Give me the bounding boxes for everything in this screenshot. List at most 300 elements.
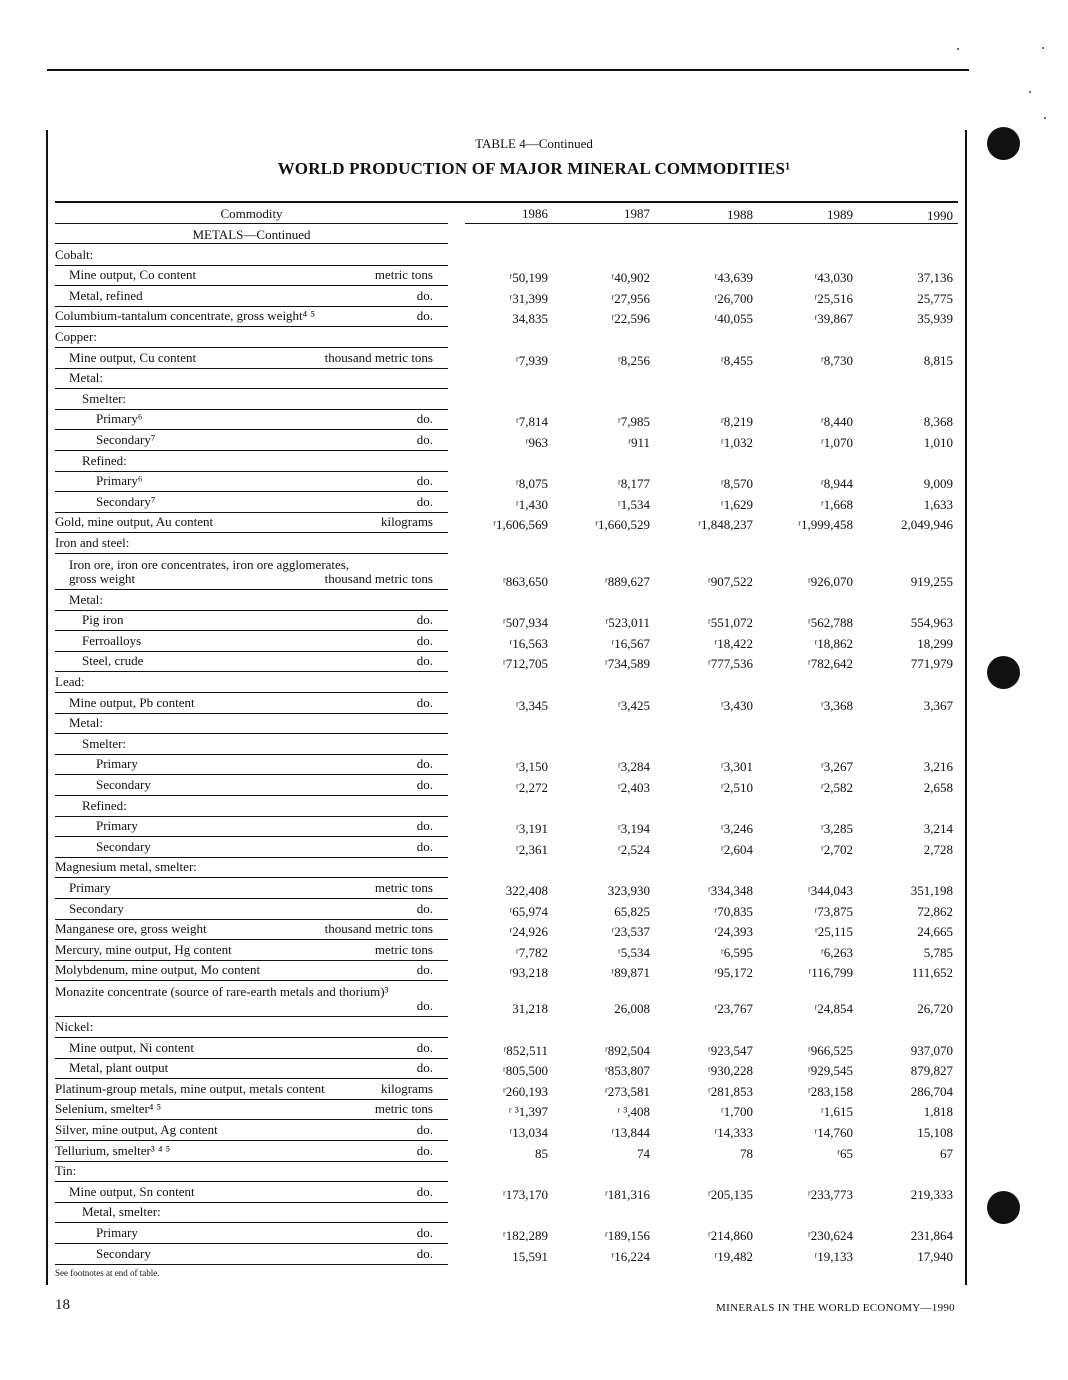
value-1987: ʳ3,425 [617,697,650,713]
row-label-continued: gross weight [69,571,136,586]
row-unit: do. [416,776,433,792]
value-1987: ʳ853,807 [604,1063,650,1079]
row-label: Secondary [96,838,151,854]
table-row [55,1059,958,1080]
value-1987: 323,930 [607,882,650,898]
value-1987: ʳ16,567 [611,635,650,651]
value-1988: ʳ1,848,237 [698,517,753,533]
table-row [55,369,958,390]
value-1989: ʳ73,875 [814,903,853,919]
value-1986: 85 [535,1145,548,1161]
value-1986: ʳ7,782 [515,944,548,960]
table-row [55,920,958,941]
binder-hole-bottom [987,1191,1020,1224]
value-1990: 67 [940,1145,953,1161]
value-1987: ʳ2,524 [617,841,650,857]
value-1987: ʳ3,194 [617,821,650,837]
row-label: Secondary [96,1245,151,1261]
value-1988: ʳ214,860 [707,1227,753,1243]
value-1990: 3,214 [923,821,953,837]
value-1988: ʳ930,228 [707,1063,753,1079]
row-label: Secondary⁷ [96,431,156,447]
col-header-1990: 1990 [927,208,953,223]
value-1987: ʳ40,902 [611,270,650,286]
row-label: Refined: [82,452,127,468]
row-label: Primary [96,818,138,834]
table-row [55,878,958,899]
value-1986: ʳ93,218 [509,965,548,981]
row-unit: do. [416,1183,433,1199]
value-1989: ʳ1,615 [820,1104,853,1120]
row-label: Metal: [69,591,103,607]
table-row [55,755,958,776]
row-unit: thousand metric tons [324,571,433,586]
value-1986: ʳ7,939 [515,352,548,368]
value-1988: ʳ2,604 [720,841,753,857]
row-unit: do. [416,756,433,772]
table-row [55,348,958,369]
table-row [55,533,958,554]
row-unit: do. [416,962,433,978]
row-unit: metric tons [374,941,433,957]
page-number: 18 [55,1297,70,1313]
table-top-rule [55,201,958,203]
scan-speck [1042,47,1044,49]
row-label: Lead: [55,673,85,689]
row-label: Cobalt: [55,246,94,262]
table-row [55,775,958,796]
row-label: Secondary⁷ [96,493,156,509]
value-1987: ʳ911 [628,434,650,450]
row-label: Tellurium, smelter³ ⁴ ⁵ [55,1142,171,1158]
row-unit: thousand metric tons [324,921,433,937]
row-label: Iron and steel: [55,534,130,550]
table-row [55,631,958,652]
value-1988: ʳ334,348 [707,882,753,898]
col-header-1987: 1987 [624,206,650,221]
row-unit: do. [416,493,433,509]
value-1988: ʳ8,570 [720,476,753,492]
value-1986: ʳ2,361 [515,841,548,857]
value-1986: ʳ3,150 [515,759,548,775]
value-1987: ʳ734,589 [604,656,650,672]
value-1988: ʳ6,595 [720,944,753,960]
value-1990: 3,216 [923,759,953,775]
value-1988: ʳ777,536 [707,656,753,672]
value-1988: ʳ26,700 [714,290,753,306]
value-1986: ʳ3,345 [515,697,548,713]
table-row [55,1100,958,1121]
col-header-1988: 1988 [727,207,753,222]
row-label: Copper: [55,328,97,344]
value-1989: ʳ2,702 [820,841,853,857]
value-1989: ʳ25,115 [814,924,853,940]
col-header-commodity: Commodity [220,206,283,221]
table-row [55,286,958,307]
value-1990: 35,939 [917,311,953,327]
table-row [55,734,958,755]
row-label: Secondary [69,900,124,916]
value-1987: ʳ3,284 [617,759,650,775]
top-page-rule [47,69,969,71]
value-1988: ʳ2,510 [720,779,753,795]
row-label: Nickel: [55,1018,94,1034]
value-1988: ʳ1,629 [720,496,753,512]
value-1986: ʳ963 [525,434,548,450]
value-1987: ʳ189,156 [604,1227,650,1243]
table-row [55,1203,958,1224]
row-unit: do. [416,900,433,916]
footnote: See footnotes at end of table. [55,1268,160,1278]
table-row [55,961,958,982]
value-1988: ʳ23,767 [714,1001,753,1017]
row-label: Manganese ore, gross weight [55,921,207,937]
value-1990: 1,010 [923,434,953,450]
value-1990: 18,299 [917,635,953,651]
value-1986: 31,218 [512,1001,548,1017]
value-1986: ʳ8,075 [515,476,548,492]
value-1990: 1,818 [923,1104,953,1120]
value-1988: ʳ3,301 [720,759,753,775]
value-1990: 26,720 [917,1001,953,1017]
value-1988: ʳ1,032 [720,434,753,450]
value-1988: ʳ18,422 [714,635,753,651]
scan-speck [957,48,959,50]
value-1987: ʳ5,534 [617,944,650,960]
value-1989: ʳ562,788 [807,615,853,631]
row-label: Molybdenum, mine output, Mo content [55,962,261,978]
value-1990: 5,785 [923,944,953,960]
table-row [55,590,958,611]
value-1988: ʳ24,393 [714,924,753,940]
header-rule-commodity [55,223,448,224]
table-row [55,693,958,714]
row-unit: thousand metric tons [324,349,433,365]
value-1989: ʳ1,668 [820,496,853,512]
table-row [55,899,958,920]
value-1989: ʳ3,267 [820,759,853,775]
row-label: Smelter: [82,390,127,406]
row-label: Mine output, Co content [69,267,197,283]
row-unit: do. [416,411,433,427]
row-label: Magnesium metal, smelter: [55,859,197,875]
value-1990: 286,704 [910,1083,953,1099]
value-1989: ʳ19,133 [814,1248,853,1264]
row-unit: do. [416,1142,433,1158]
value-1986: ʳ7,814 [515,414,548,430]
value-1988: ʳ923,547 [707,1042,753,1058]
table-row [55,307,958,328]
table-row [55,652,958,673]
table-row [55,410,958,431]
value-1990: 2,658 [923,779,953,795]
row-unit: do. [416,838,433,854]
value-1986: 322,408 [505,882,548,898]
row-label: Iron ore, iron ore concentrates, iron ore agglomerates, [69,557,350,572]
value-1988: ʳ95,172 [714,965,753,981]
value-1990: 1,633 [923,496,953,512]
value-1988: ʳ551,072 [707,615,753,631]
value-1986: ʳ24,926 [509,924,548,940]
row-label: Platinum-group metals, mine output, metals content [55,1080,325,1096]
value-1986: 15,591 [512,1248,548,1264]
header-rule-years [465,223,958,224]
running-title: MINERALS IN THE WORLD ECONOMY—1990 [716,1302,955,1314]
value-1988: ʳ19,482 [714,1248,753,1264]
value-1989: ʳ8,440 [820,414,853,430]
row-unit: kilograms [381,514,433,530]
value-1988: ʳ1,700 [720,1104,753,1120]
value-1989: ʳ25,516 [814,290,853,306]
table-row [55,327,958,348]
value-1986: ʳ31,399 [509,290,548,306]
row-unit: do. [416,473,433,489]
value-1987: ʳ89,871 [611,965,650,981]
row-label: Refined: [82,797,127,813]
value-1988: 78 [740,1145,753,1161]
value-1989: ʳ3,368 [820,697,853,713]
value-1989: ʳ65 [837,1145,853,1161]
value-1987: ʳ1,534 [617,496,650,512]
row-label: Gold, mine output, Au content [55,514,214,530]
value-1989: ʳ39,867 [814,311,853,327]
row-unit: do. [416,818,433,834]
table-row [55,389,958,410]
scan-speck [1044,117,1046,119]
value-1990: 111,652 [911,965,953,981]
row-label: Pig iron [82,612,124,628]
value-1990: 351,198 [910,882,953,898]
row-label: Primary [96,756,138,772]
row-label: Metal: [69,370,103,386]
table-row [55,451,958,472]
value-1986: 34,835 [512,311,548,327]
value-1986: ʳ50,199 [509,270,548,286]
row-unit: do. [416,1121,433,1137]
row-label: Primary [69,879,111,895]
value-1988: ʳ3,246 [720,821,753,837]
value-1990: 25,775 [917,290,953,306]
value-1987: ʳ273,581 [604,1083,650,1099]
value-1987: ʳ889,627 [604,574,650,589]
value-1987: 26,008 [614,1001,650,1017]
row-unit: do. [416,1224,433,1240]
value-1989: ʳ8,730 [820,352,853,368]
row-label: Metal: [69,715,103,731]
value-1987: ʳ23,537 [611,924,650,940]
table-row [55,858,958,879]
scan-speck [1029,91,1031,93]
row-label: Smelter: [82,735,127,751]
row-unit: do. [416,431,433,447]
table-row [55,430,958,451]
section-heading-rule [55,243,448,244]
right-margin-rule [965,130,967,1285]
value-1990: 37,136 [917,270,953,286]
table-row [55,245,958,266]
value-1990: 8,815 [923,352,953,368]
value-1989: ʳ24,854 [814,1001,853,1017]
row-rule [55,1264,448,1265]
value-1988: ʳ3,430 [720,697,753,713]
value-1989: ʳ926,070 [807,574,853,589]
row-unit: metric tons [374,879,433,895]
value-1989: ʳ6,263 [820,944,853,960]
row-label: Mercury, mine output, Hg content [55,941,232,957]
value-1986: ʳ182,289 [502,1227,548,1243]
table-row [55,472,958,493]
value-1987: ʳ16,224 [611,1248,650,1264]
value-1987: ʳ181,316 [604,1186,650,1202]
table-row [55,492,958,513]
table-row [55,981,958,1017]
table-row [55,940,958,961]
value-1989: ʳ2,582 [820,779,853,795]
value-1986: ʳ260,193 [502,1083,548,1099]
col-header-1986: 1986 [522,206,548,221]
table-row [55,1182,958,1203]
row-label: Primary [96,1224,138,1240]
table-row [55,1141,958,1162]
row-unit: do. [416,308,433,324]
row-unit: do. [416,632,433,648]
row-label: Mine output, Ni content [69,1039,194,1055]
value-1989: ʳ43,030 [814,270,853,286]
table-row [55,513,958,534]
row-unit: do. [416,612,433,628]
value-1987: ʳ ³,408 [617,1104,650,1120]
value-1988: ʳ907,522 [707,574,753,589]
value-1990: 3,367 [923,697,953,713]
value-1986: ʳ1,430 [515,496,548,512]
value-1987: ʳ13,844 [611,1124,650,1140]
row-label: Mine output, Cu content [69,349,197,365]
value-1986: ʳ16,563 [509,635,548,651]
row-label: Metal, refined [69,287,143,303]
value-1990: 937,070 [910,1042,953,1058]
value-1990: 771,979 [910,656,953,672]
row-unit: do. [416,653,433,669]
col-header-1989: 1989 [827,207,853,222]
value-1989: ʳ929,545 [807,1063,853,1079]
value-1988: ʳ14,333 [714,1124,753,1140]
value-1990: 8,368 [923,414,953,430]
row-unit: do. [416,694,433,710]
table-row [55,1079,958,1100]
value-1988: ʳ70,835 [714,903,753,919]
table-row [55,554,958,590]
value-1987: 74 [637,1145,650,1161]
value-1987: ʳ8,177 [617,476,650,492]
value-1990: 15,108 [917,1124,953,1140]
value-1990: 9,009 [923,476,953,492]
table-row [55,1120,958,1141]
table-row [55,672,958,693]
value-1986: ʳ852,511 [503,1042,548,1058]
value-1988: ʳ205,135 [707,1186,753,1202]
row-unit: do. [416,1039,433,1055]
value-1989: ʳ966,525 [807,1042,853,1058]
value-1990: 2,728 [923,841,953,857]
value-1989: ʳ14,760 [814,1124,853,1140]
row-label: Mine output, Sn content [69,1183,195,1199]
table-row [55,1017,958,1038]
value-1990: 231,864 [910,1227,953,1243]
row-label: Primary⁶ [96,411,143,427]
value-1986: ʳ712,705 [502,656,548,672]
row-label: Steel, crude [82,653,144,669]
value-1986: ʳ3,191 [515,821,548,837]
value-1987: ʳ8,256 [617,352,650,368]
value-1989: ʳ3,285 [820,821,853,837]
table-row [55,1244,958,1265]
value-1989: ʳ283,158 [807,1083,853,1099]
value-1988: ʳ8,455 [720,352,753,368]
table-row [55,1223,958,1244]
value-1990: 219,333 [910,1186,953,1202]
value-1990: 919,255 [910,574,953,589]
table-row [55,266,958,287]
value-1989: ʳ1,070 [820,434,853,450]
table-row [55,796,958,817]
value-1986: ʳ805,500 [502,1063,548,1079]
table-row [55,1162,958,1183]
value-1987: ʳ22,596 [611,311,650,327]
section-heading: METALS—Continued [192,227,311,242]
row-unit: do. [416,998,433,1014]
table-row [55,714,958,735]
table-row [55,611,958,632]
value-1989: ʳ230,624 [807,1227,853,1243]
value-1987: ʳ892,504 [604,1042,650,1058]
table-title: WORLD PRODUCTION OF MAJOR MINERAL COMMODITIES¹ [277,159,791,178]
row-unit: kilograms [381,1080,433,1096]
left-margin-rule [46,130,48,1285]
binder-hole-middle [987,656,1020,689]
row-label: Silver, mine output, Ag content [55,1121,218,1137]
value-1990: 554,963 [910,615,953,631]
value-1990: 2,049,946 [901,517,953,533]
row-unit: do. [416,1060,433,1076]
value-1987: ʳ1,660,529 [595,517,650,533]
row-label: Mine output, Pb content [69,694,195,710]
value-1986: ʳ173,170 [502,1186,548,1202]
value-1986: ʳ65,974 [509,903,548,919]
row-unit: do. [416,287,433,303]
value-1988: ʳ40,055 [714,311,753,327]
table-row [55,1038,958,1059]
row-label: Metal, smelter: [82,1204,161,1220]
value-1989: ʳ1,999,458 [798,517,853,533]
row-label: Secondary [96,776,151,792]
table-row [55,837,958,858]
value-1988: ʳ43,639 [714,270,753,286]
value-1990: 72,862 [917,903,953,919]
value-1989: ʳ116,799 [808,965,853,981]
value-1990: 17,940 [917,1248,953,1264]
value-1989: ʳ8,944 [820,476,853,492]
value-1986: ʳ507,934 [502,615,548,631]
row-label: Selenium, smelter⁴ ⁵ [55,1101,162,1117]
row-unit: metric tons [374,267,433,283]
value-1988: ʳ281,853 [707,1083,753,1099]
row-label: Primary⁶ [96,473,143,489]
row-label: Monazite concentrate (source of rare-earth metals and thorium)³ [55,984,389,1000]
row-unit: do. [416,1245,433,1261]
value-1989: ʳ344,043 [807,882,853,898]
value-1989: ʳ233,773 [807,1186,853,1202]
row-label: Metal, plant output [69,1060,169,1076]
